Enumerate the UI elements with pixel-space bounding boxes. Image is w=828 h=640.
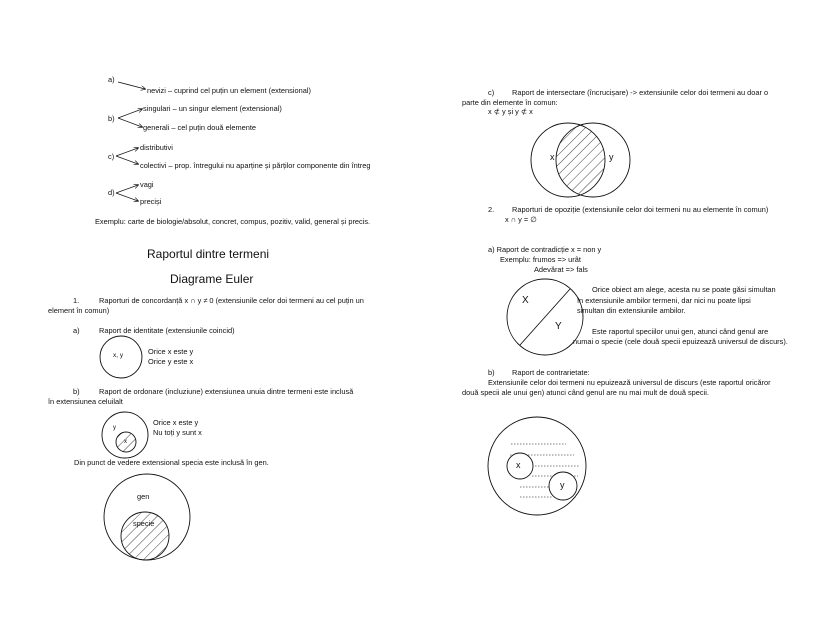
section-1-title-cont: element în comun) bbox=[48, 306, 110, 315]
contradiction-example: Exemplu: frumos => urât bbox=[500, 255, 581, 264]
contrariety-para-1: Extensiunile celor doi termeni nu epuizează universul de discurs (este raportul oricăror bbox=[488, 378, 771, 387]
gen-label: gen bbox=[137, 492, 150, 501]
list-item-vagi: vagi bbox=[140, 180, 154, 189]
contradiction-diagram bbox=[507, 279, 583, 355]
contrariety-title: Raport de contrarietate: bbox=[512, 368, 590, 377]
intersection-title-cont: parte din elemente în comun: bbox=[462, 98, 558, 107]
contradiction-para-1: Orice obiect am alege, acesta nu se poate găsi simultan bbox=[592, 285, 776, 294]
list-label-c: c) bbox=[108, 152, 115, 161]
contradiction-title: a) Raport de contradicție x = non y bbox=[488, 245, 602, 254]
identity-line-2: Orice y este x bbox=[148, 357, 194, 366]
inclusion-line-2: Nu toți y sunt x bbox=[153, 428, 202, 437]
inclusion-title: Raport de ordonare (incluziune) extensiunea unuia dintre termeni este inclusă bbox=[99, 387, 354, 396]
contradiction-x-label: X bbox=[522, 295, 529, 306]
inclusion-inner-label: x bbox=[124, 439, 127, 445]
section-2-formula: x ∩ y = ∅ bbox=[505, 215, 537, 224]
list-label-a: a) bbox=[108, 75, 115, 84]
identity-circle-label: x, y bbox=[113, 352, 124, 359]
section-2-number: 2. bbox=[488, 205, 495, 214]
page-subtitle: Diagrame Euler bbox=[170, 272, 254, 286]
contrariety-x-label: x bbox=[516, 460, 521, 470]
inclusion-note: Din punct de vedere extensional specia este inclusă în gen. bbox=[74, 458, 269, 467]
list-item-singulari: singulari – un singur element (extensional) bbox=[143, 104, 282, 113]
inclusion-line-1: Orice x este y bbox=[153, 418, 199, 427]
identity-title: Raport de identitate (extensiunile coincid) bbox=[99, 326, 235, 335]
gen-specie-diagram bbox=[104, 474, 190, 560]
list-item-precisi: preciși bbox=[140, 197, 162, 206]
contradiction-para-4: Este raportul speciilor unui gen, atunci când genul are bbox=[592, 327, 769, 336]
contradiction-example-2: Adevărat => fals bbox=[534, 265, 588, 274]
intersection-diagram bbox=[531, 123, 630, 197]
list-item-nevizi: nevizi – cuprind cel puțin un element (extensional) bbox=[147, 86, 311, 95]
page-title: Raportul dintre termeni bbox=[147, 247, 270, 261]
inclusion-label: b) bbox=[73, 387, 80, 396]
inclusion-title-cont: în extensiunea celuilalt bbox=[48, 397, 123, 406]
contrariety-label: b) bbox=[488, 368, 495, 377]
contrariety-y-label: y bbox=[560, 480, 565, 490]
section-1-number: 1. bbox=[73, 296, 80, 305]
intersection-label: c) bbox=[488, 88, 495, 97]
section-1-title: Raporturi de concordanță x ∩ y ≠ 0 (extensiunile celor doi termeni au cel puțin un bbox=[99, 296, 364, 305]
inclusion-outer-label: y bbox=[113, 425, 116, 431]
contrariety-para-2: două specii ale unui gen) atunci când genul are nu mai mult de două specii. bbox=[462, 388, 709, 397]
list-item-generali: generali – cel puțin două elemente bbox=[143, 123, 256, 132]
identity-label: a) bbox=[73, 326, 80, 335]
intersection-x-label: x bbox=[550, 152, 555, 162]
contrariety-diagram bbox=[488, 417, 586, 515]
contradiction-y-label: Y bbox=[555, 321, 562, 332]
intersection-title: Raport de intersectare (încrucișare) -> extensiunile celor doi termeni au doar o bbox=[512, 88, 769, 97]
specie-label: specie bbox=[133, 519, 155, 528]
intersection-y-label: y bbox=[609, 152, 614, 162]
list-label-d: d) bbox=[108, 188, 115, 197]
list-item-distributivi: distributivi bbox=[140, 143, 173, 152]
identity-line-1: Orice x este y bbox=[148, 347, 194, 356]
intersection-formula: x ⊄ y și y ⊄ x bbox=[488, 107, 533, 116]
contradiction-para-3: simultan din extensiunile ambilor. bbox=[577, 306, 686, 315]
list-label-b: b) bbox=[108, 114, 115, 123]
example-text: Exemplu: carte de biologie/absolut, concret, compus, pozitiv, valid, general și precis. bbox=[95, 217, 371, 226]
section-2-title: Raporturi de opoziție (extensiunile celor doi termeni nu au elemente în comun) bbox=[512, 205, 769, 214]
contradiction-para-5: numai o specie (cele două specii epuizează universul de discurs). bbox=[573, 337, 788, 346]
contradiction-para-2: în extensiunile ambilor termeni, dar nici nu poate lipsi bbox=[577, 296, 751, 305]
list-item-colectivi: colectivi – prop. întregului nu aparține și părților componente din întreg bbox=[140, 161, 371, 170]
inclusion-diagram bbox=[102, 412, 148, 458]
